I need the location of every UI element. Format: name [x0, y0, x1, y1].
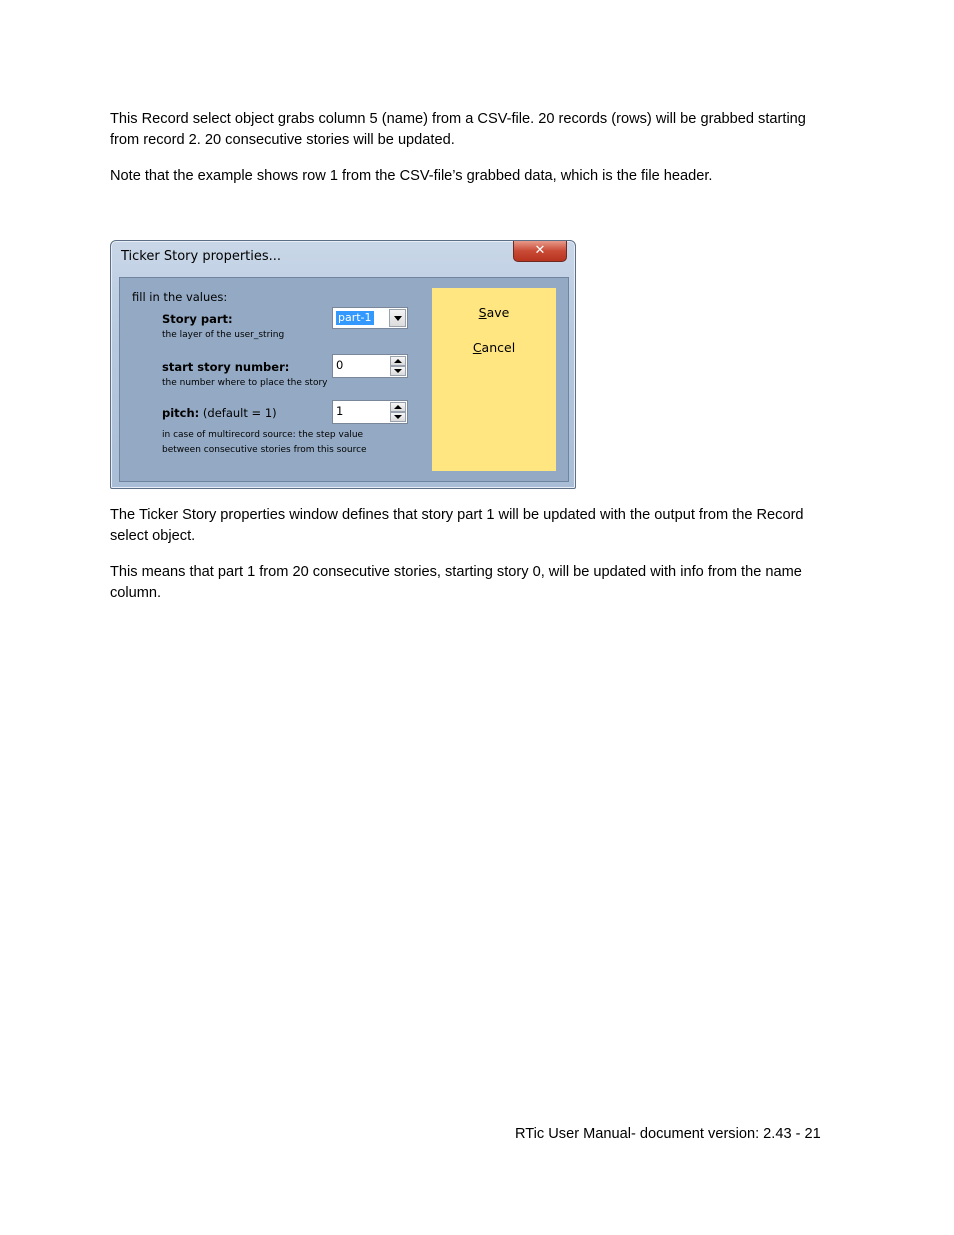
- story-part-label: Story part:: [162, 312, 233, 326]
- spin-up-icon[interactable]: [390, 356, 406, 366]
- pitch-default-text: (default = 1): [199, 406, 277, 420]
- fill-in-label: fill in the values:: [132, 290, 228, 304]
- pitch-hint-line1: in case of multirecord source: the step value: [162, 430, 364, 440]
- start-story-hint: the number where to place the story: [162, 378, 328, 388]
- close-button[interactable]: [513, 241, 567, 262]
- dialog-title: Ticker Story properties...: [121, 249, 282, 264]
- cancel-button[interactable]: Cancel: [472, 340, 516, 355]
- ticker-story-properties-dialog: [110, 240, 576, 489]
- spin-down-icon[interactable]: [390, 412, 406, 422]
- story-part-hint: the layer of the user_string: [162, 330, 285, 340]
- story-part-value: part-1: [338, 311, 372, 324]
- save-button[interactable]: Save: [478, 305, 510, 320]
- intro-paragraph: This Record select object grabs column 5 (name) from a CSV-file. 20 records (rows) will be grabbed starting from record 2. 20 consecutive stories will be updated.: [110, 111, 806, 148]
- pitch-hint-line2: between consecutive stories from this source: [162, 445, 367, 455]
- pitch-value: 1: [336, 404, 344, 418]
- start-story-spinner[interactable]: [332, 354, 408, 378]
- close-icon: ✕: [534, 243, 546, 258]
- start-story-label: start story number:: [162, 360, 290, 374]
- explanation-paragraph: The Ticker Story properties window defines that story part 1 will be updated with the output from the Record select object.: [110, 507, 804, 544]
- pitch-label-text: pitch:: [162, 406, 200, 420]
- dialog-client-area: [119, 277, 569, 482]
- spin-up-icon[interactable]: [390, 402, 406, 412]
- action-panel: [432, 288, 556, 471]
- start-story-value: 0: [336, 358, 344, 372]
- spin-down-icon[interactable]: [390, 366, 406, 376]
- note-paragraph: Note that the example shows row 1 from the CSV-file’s grabbed data, which is the file header.: [110, 168, 713, 184]
- page-footer: RTic User Manual- document version: 2.43 - 21: [515, 1126, 821, 1142]
- meaning-paragraph: This means that part 1 from 20 consecutive stories, starting story 0, will be updated with info from the name column.: [110, 564, 802, 601]
- story-part-dropdown[interactable]: [332, 307, 408, 329]
- pitch-label: [162, 406, 277, 420]
- chevron-down-icon[interactable]: [389, 309, 406, 327]
- pitch-spinner[interactable]: [332, 400, 408, 424]
